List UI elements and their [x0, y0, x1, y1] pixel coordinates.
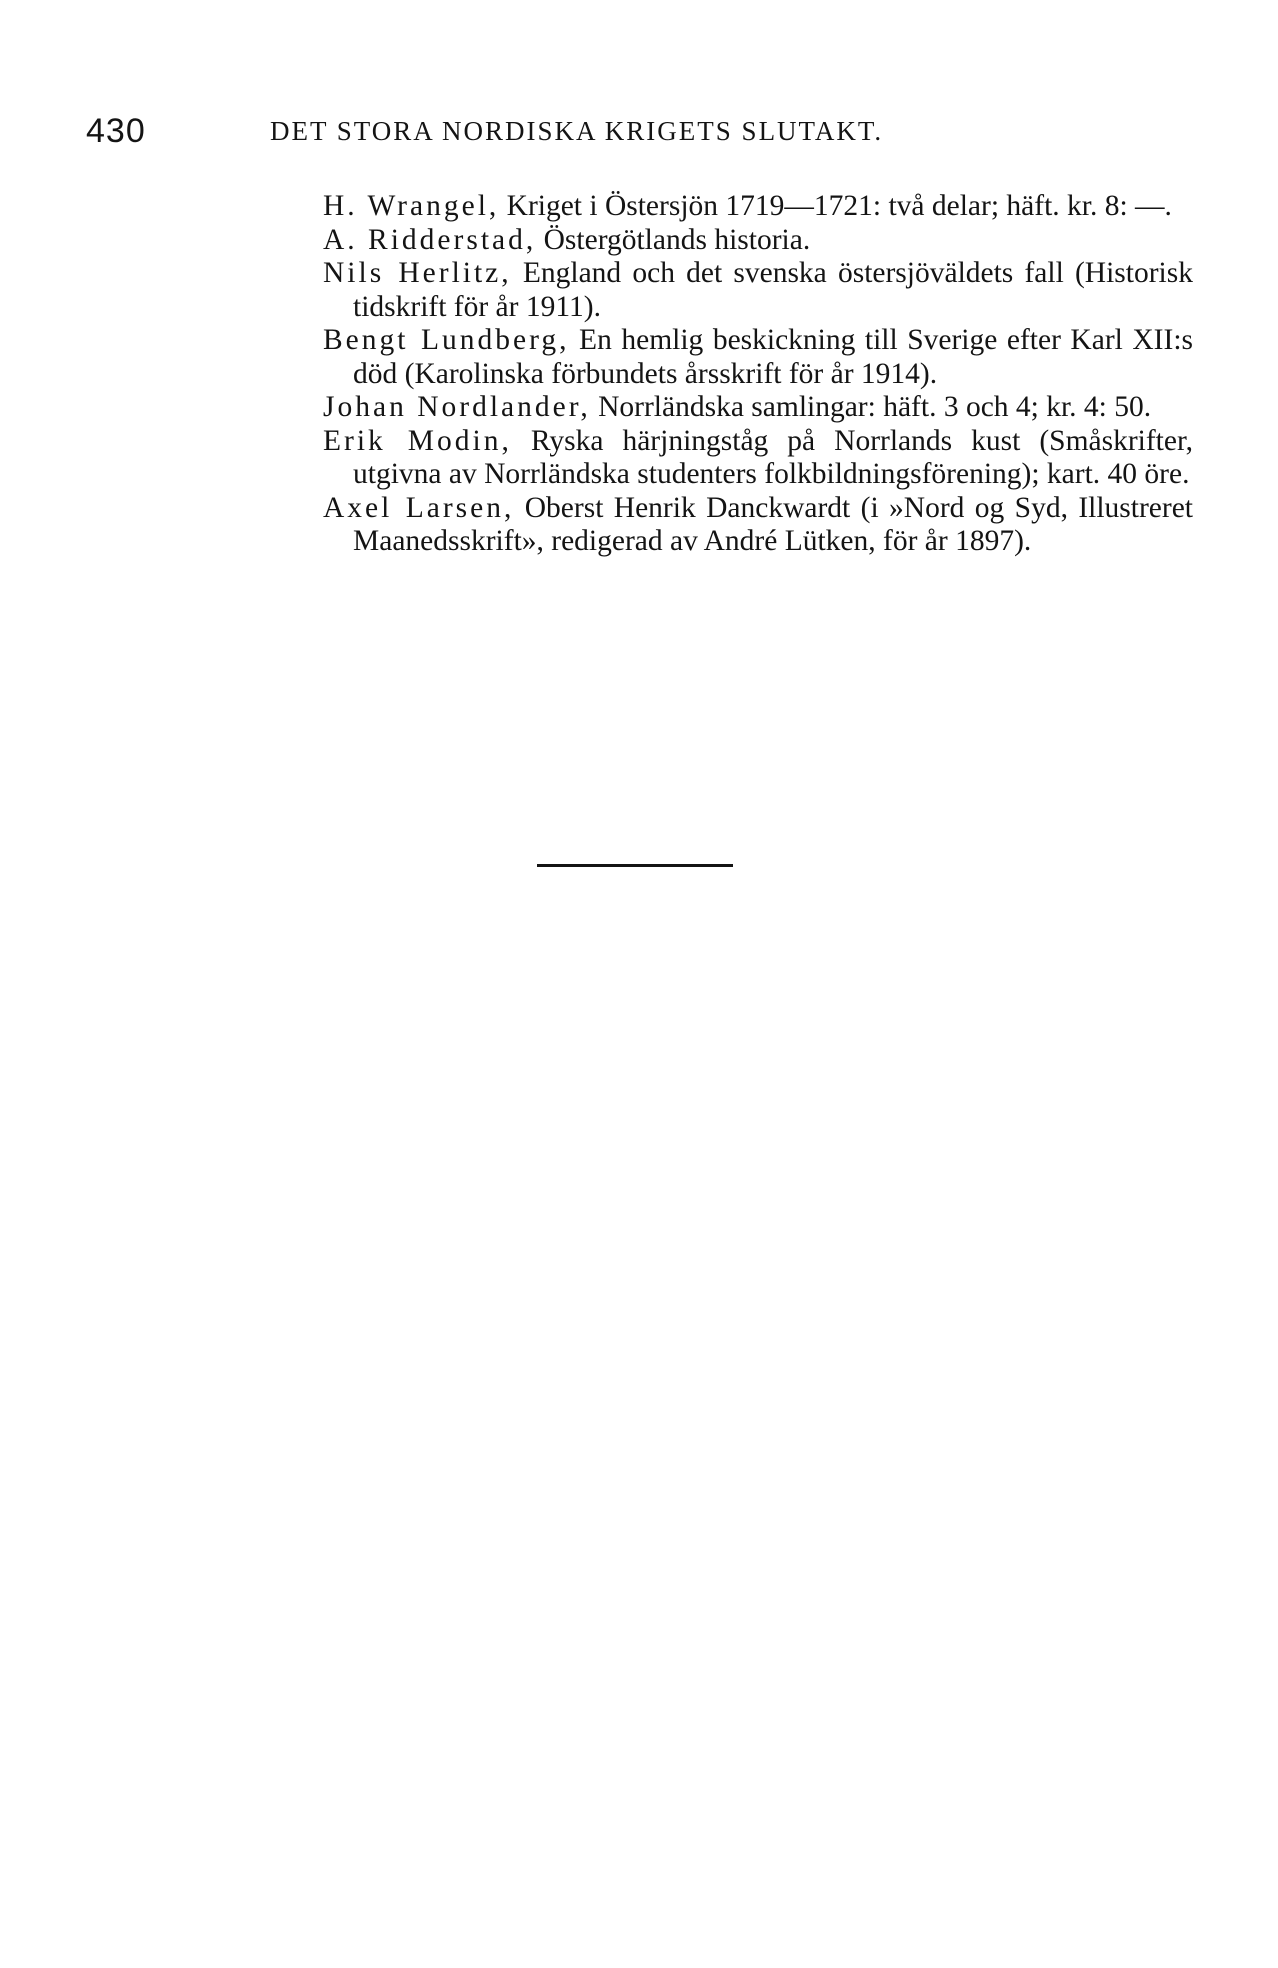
entry-text: Kriget i Östersjön 1719—1721: två delar; häft. kr. 8: —. — [499, 190, 1172, 222]
entry-author: Nils Herlitz, — [323, 257, 512, 289]
entry-author: Bengt Lundberg, — [323, 324, 570, 356]
bibliography-entry — [323, 257, 1193, 324]
bibliography-entry — [323, 190, 1193, 224]
entry-text: Ryska härjningståg på Norrlands kust (Småskrifter, utgivna av Norrländska studenters folkbildningsförening); kart. 40 öre. — [353, 424, 1193, 490]
entry-text: En hemlig beskickning till Sverige efter Karl XII:s död (Karolinska förbundets årsskrift för år 1914). — [353, 324, 1194, 390]
bibliography-entry — [323, 425, 1193, 492]
bibliography-entry — [323, 391, 1193, 425]
entry-author: H. Wrangel, — [323, 190, 500, 222]
entry-author: Johan Nordlander, — [323, 391, 591, 423]
bibliography-list — [323, 190, 1193, 559]
entry-text: Oberst Henrik Danckwardt (i »Nord og Syd, Illustreret Maanedsskrift», redigerad av André Lütken, för år 1897). — [353, 491, 1194, 557]
bibliography-entry — [323, 324, 1193, 391]
bibliography-entry — [323, 224, 1193, 258]
page-number: 430 — [86, 112, 146, 150]
section-divider — [537, 864, 733, 867]
entry-text: England och det svenska östersjöväldets fall (Historisk tidskrift för år 1911). — [353, 257, 1193, 323]
entry-author: Axel Larsen, — [323, 491, 515, 524]
bibliography-entry — [323, 492, 1193, 559]
entry-text: Norrländska samlingar: häft. 3 och 4; kr. 4: 50. — [590, 391, 1152, 423]
entry-author: Erik Modin, — [323, 424, 512, 457]
running-head: DET STORA NORDISKA KRIGETS SLUTAKT. — [270, 116, 884, 146]
entry-author: A. Ridderstad, — [323, 223, 537, 256]
entry-text: Östergötlands historia. — [536, 223, 811, 256]
